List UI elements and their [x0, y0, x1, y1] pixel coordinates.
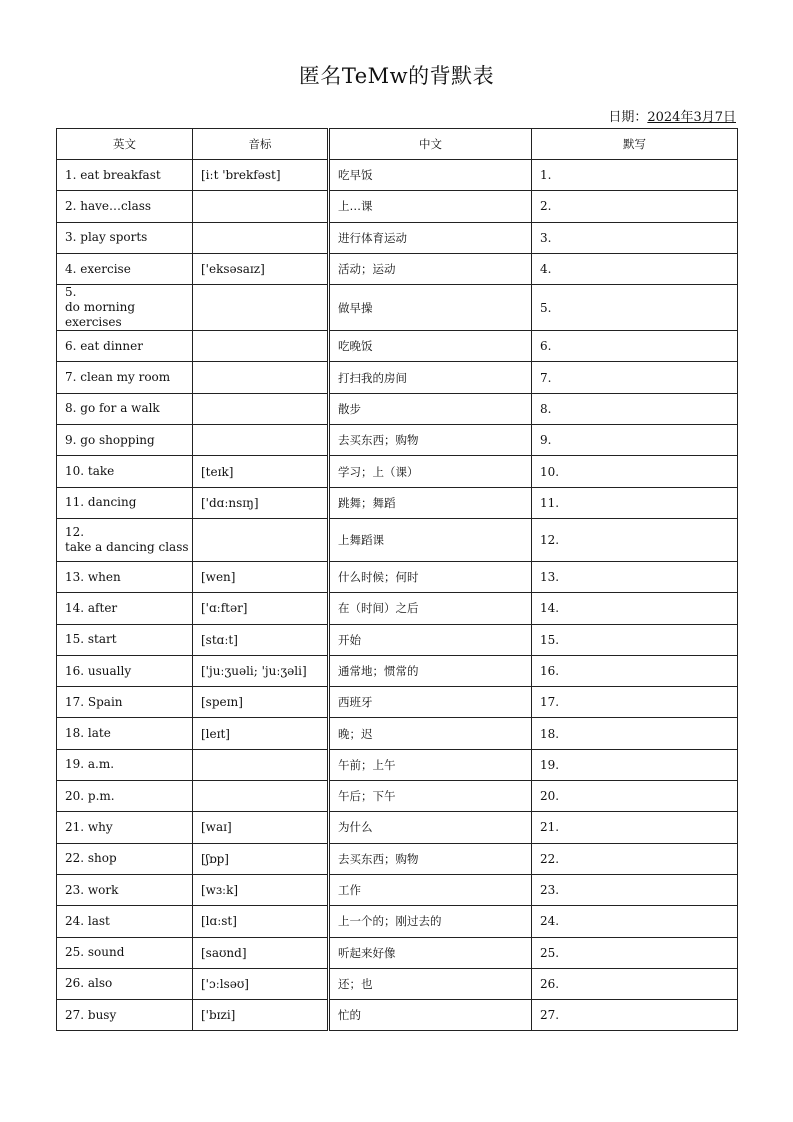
phonetic-cell: [speɪn]: [193, 687, 329, 718]
dictation-cell: 13.: [532, 561, 738, 592]
phonetic-cell: [wen]: [193, 561, 329, 592]
dictation-cell: 3.: [532, 222, 738, 253]
phonetic-cell: [193, 749, 329, 780]
phonetic-cell: [193, 362, 329, 393]
chinese-cell: 散步: [329, 393, 532, 424]
phonetic-cell: [lɑːst]: [193, 906, 329, 937]
phonetic-cell: [wɜːk]: [193, 874, 329, 905]
table-row: [57, 718, 738, 749]
table-row: [57, 687, 738, 718]
table-row: [57, 331, 738, 362]
phonetic-cell: ['ɑːftər]: [193, 593, 329, 624]
english-cell: 17. Spain: [57, 687, 193, 718]
header-english: 英文: [57, 129, 193, 160]
table-row: [57, 1000, 738, 1031]
phonetic-cell: [teɪk]: [193, 456, 329, 487]
table-row: [57, 624, 738, 655]
chinese-cell: 为什么: [329, 812, 532, 843]
table-row: [57, 425, 738, 456]
dictation-cell: 6.: [532, 331, 738, 362]
chinese-cell: 听起来好像: [329, 937, 532, 968]
table-row: [57, 874, 738, 905]
dictation-cell: 4.: [532, 253, 738, 284]
table-row: [57, 593, 738, 624]
phonetic-cell: ['eksəsaɪz]: [193, 253, 329, 284]
chinese-cell: 午后；下午: [329, 781, 532, 812]
phonetic-cell: ['ɔːlsəʊ]: [193, 968, 329, 999]
chinese-cell: 工作: [329, 874, 532, 905]
english-cell: 11. dancing: [57, 487, 193, 518]
phonetic-cell: [waɪ]: [193, 812, 329, 843]
chinese-cell: 吃早饭: [329, 160, 532, 191]
english-cell: 24. last: [57, 906, 193, 937]
table-row: [57, 487, 738, 518]
dictation-cell: 24.: [532, 906, 738, 937]
english-cell: 26. also: [57, 968, 193, 999]
chinese-cell: 在（时间）之后: [329, 593, 532, 624]
english-cell: 1. eat breakfast: [57, 160, 193, 191]
chinese-cell: 午前；上午: [329, 749, 532, 780]
english-cell: 19. a.m.: [57, 749, 193, 780]
dictation-cell: 1.: [532, 160, 738, 191]
phonetic-cell: ['dɑːnsɪŋ]: [193, 487, 329, 518]
table-row: [57, 518, 738, 561]
chinese-cell: 还；也: [329, 968, 532, 999]
date-line: [608, 106, 736, 125]
dictation-cell: 8.: [532, 393, 738, 424]
english-cell: 21. why: [57, 812, 193, 843]
dictation-cell: 5.: [532, 285, 738, 331]
english-cell: 6. eat dinner: [57, 331, 193, 362]
dictation-cell: 10.: [532, 456, 738, 487]
english-cell: 20. p.m.: [57, 781, 193, 812]
table-row: [57, 655, 738, 686]
phonetic-cell: ['bɪzi]: [193, 1000, 329, 1031]
header-phonetic: 音标: [193, 129, 329, 160]
dictation-cell: 15.: [532, 624, 738, 655]
english-cell: 12. take a dancing class: [57, 518, 193, 561]
table-row: [57, 285, 738, 331]
date-label: 日期：: [608, 110, 648, 125]
table-row: [57, 843, 738, 874]
dictation-cell: 7.: [532, 362, 738, 393]
english-cell: 23. work: [57, 874, 193, 905]
english-cell: 3. play sports: [57, 222, 193, 253]
english-cell: 16. usually: [57, 655, 193, 686]
table-row: [57, 968, 738, 999]
dictation-cell: 22.: [532, 843, 738, 874]
table-header-row: [57, 129, 738, 160]
dictation-cell: 14.: [532, 593, 738, 624]
english-cell: 27. busy: [57, 1000, 193, 1031]
table-row: [57, 906, 738, 937]
chinese-cell: 什么时候；何时: [329, 561, 532, 592]
chinese-cell: 活动；运动: [329, 253, 532, 284]
english-cell: 9. go shopping: [57, 425, 193, 456]
date-value: 2024年3月7日: [647, 110, 736, 125]
table-row: [57, 393, 738, 424]
header-chinese: 中文: [329, 129, 532, 160]
chinese-cell: 跳舞；舞蹈: [329, 487, 532, 518]
dictation-cell: 23.: [532, 874, 738, 905]
dictation-cell: 27.: [532, 1000, 738, 1031]
dictation-cell: 17.: [532, 687, 738, 718]
table-row: [57, 937, 738, 968]
dictation-cell: 9.: [532, 425, 738, 456]
table-row: [57, 191, 738, 222]
english-cell: 2. have…class: [57, 191, 193, 222]
vocabulary-table: [56, 128, 738, 1031]
page-title: 匿名TeMw的背默表: [298, 64, 495, 88]
phonetic-cell: [193, 781, 329, 812]
chinese-cell: 去买东西；购物: [329, 843, 532, 874]
phonetic-cell: [leɪt]: [193, 718, 329, 749]
header-dictation: 默写: [532, 129, 738, 160]
phonetic-cell: [193, 331, 329, 362]
phonetic-cell: [ʃɒp]: [193, 843, 329, 874]
dictation-cell: 20.: [532, 781, 738, 812]
phonetic-cell: [193, 425, 329, 456]
table-row: [57, 561, 738, 592]
dictation-cell: 11.: [532, 487, 738, 518]
english-cell: 22. shop: [57, 843, 193, 874]
table-row: [57, 222, 738, 253]
phonetic-cell: [193, 393, 329, 424]
chinese-cell: 通常地；惯常的: [329, 655, 532, 686]
chinese-cell: 进行体育运动: [329, 222, 532, 253]
table-row: [57, 160, 738, 191]
english-cell: 7. clean my room: [57, 362, 193, 393]
english-cell: 14. after: [57, 593, 193, 624]
chinese-cell: 西班牙: [329, 687, 532, 718]
chinese-cell: 忙的: [329, 1000, 532, 1031]
phonetic-cell: [193, 518, 329, 561]
english-cell: 4. exercise: [57, 253, 193, 284]
dictation-cell: 2.: [532, 191, 738, 222]
english-cell: 5. do morning exercises: [57, 285, 193, 331]
english-cell: 13. when: [57, 561, 193, 592]
english-cell: 25. sound: [57, 937, 193, 968]
phonetic-cell: ['juːʒuəli; 'juːʒəli]: [193, 655, 329, 686]
dictation-cell: 21.: [532, 812, 738, 843]
chinese-cell: 上…课: [329, 191, 532, 222]
dictation-cell: 12.: [532, 518, 738, 561]
phonetic-cell: [193, 222, 329, 253]
chinese-cell: 去买东西；购物: [329, 425, 532, 456]
chinese-cell: 打扫我的房间: [329, 362, 532, 393]
dictation-cell: 16.: [532, 655, 738, 686]
phonetic-cell: [saʊnd]: [193, 937, 329, 968]
dictation-cell: 25.: [532, 937, 738, 968]
table-row: [57, 456, 738, 487]
table-row: [57, 362, 738, 393]
dictation-cell: 19.: [532, 749, 738, 780]
table-row: [57, 781, 738, 812]
table-row: [57, 749, 738, 780]
chinese-cell: 上一个的；刚过去的: [329, 906, 532, 937]
english-cell: 8. go for a walk: [57, 393, 193, 424]
chinese-cell: 吃晚饭: [329, 331, 532, 362]
english-cell: 18. late: [57, 718, 193, 749]
phonetic-cell: [193, 191, 329, 222]
table-row: [57, 812, 738, 843]
chinese-cell: 做早操: [329, 285, 532, 331]
chinese-cell: 学习；上（课）: [329, 456, 532, 487]
english-cell: 10. take: [57, 456, 193, 487]
chinese-cell: 晚；迟: [329, 718, 532, 749]
english-cell: 15. start: [57, 624, 193, 655]
dictation-cell: 26.: [532, 968, 738, 999]
dictation-cell: 18.: [532, 718, 738, 749]
table-row: [57, 253, 738, 284]
phonetic-cell: [193, 285, 329, 331]
phonetic-cell: [stɑːt]: [193, 624, 329, 655]
chinese-cell: 上舞蹈课: [329, 518, 532, 561]
phonetic-cell: [iːt 'brekfəst]: [193, 160, 329, 191]
chinese-cell: 开始: [329, 624, 532, 655]
